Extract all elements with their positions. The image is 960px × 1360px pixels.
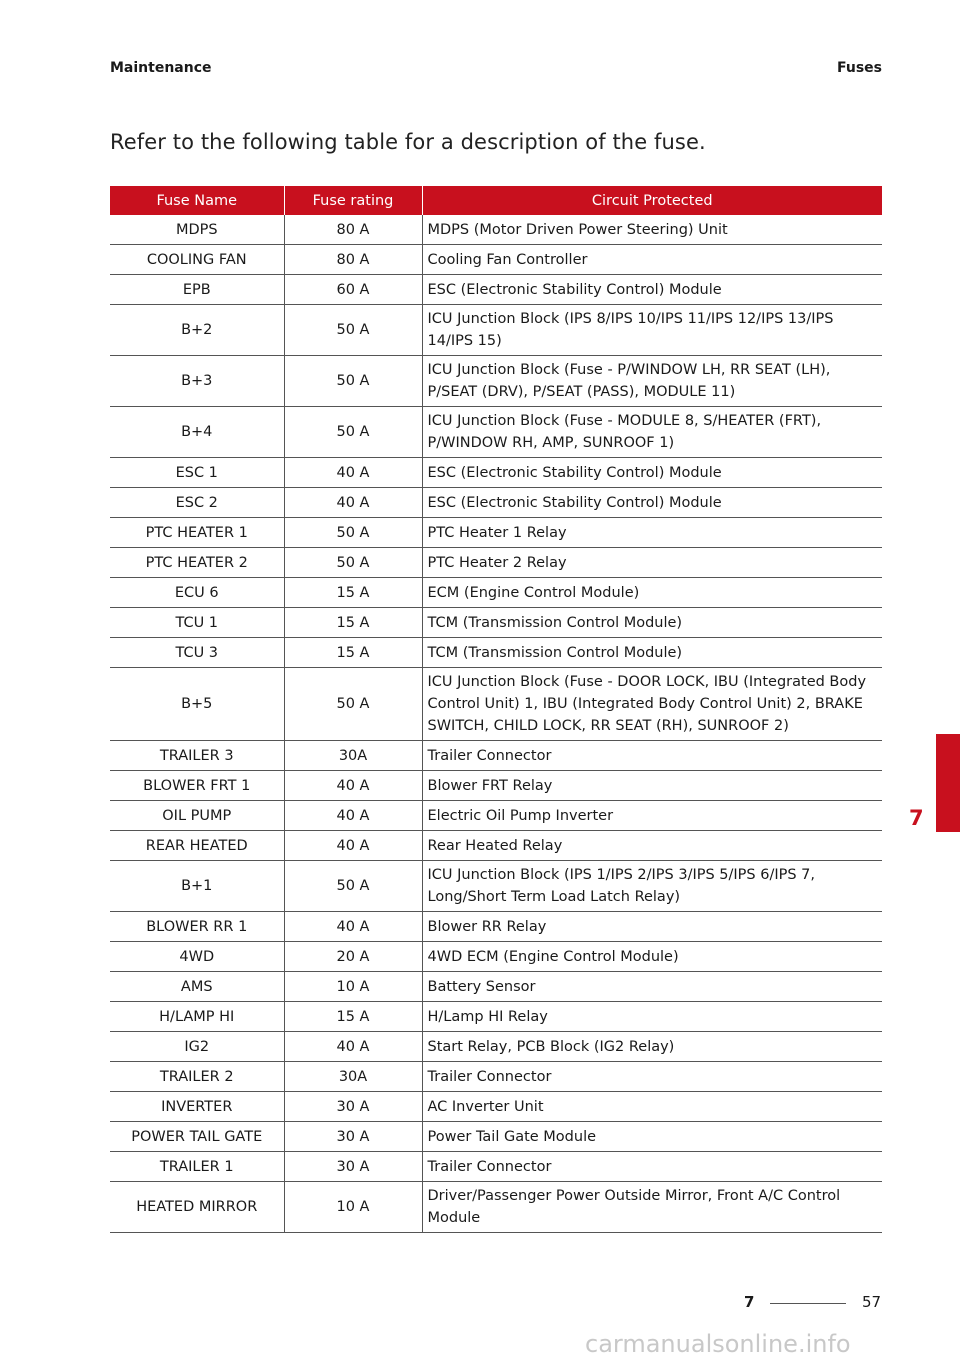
fuse-rating-cell: 40 A [284, 801, 422, 831]
circuit-protected-cell: MDPS (Motor Driven Power Steering) Unit [422, 215, 882, 245]
fuse-name-cell: TRAILER 1 [110, 1152, 284, 1182]
circuit-protected-cell: ICU Junction Block (Fuse - MODULE 8, S/HEATER (FRT), P/WINDOW RH, AMP, SUNROOF 1) [422, 407, 882, 458]
table-row [110, 407, 882, 458]
circuit-protected-cell: Start Relay, PCB Block (IG2 Relay) [422, 1032, 882, 1062]
fuse-name-cell: BLOWER RR 1 [110, 912, 284, 942]
table-row [110, 1062, 882, 1092]
fuse-rating-cell: 30A [284, 741, 422, 771]
fuse-name-cell: ESC 2 [110, 488, 284, 518]
circuit-protected-cell: Electric Oil Pump Inverter [422, 801, 882, 831]
circuit-protected-cell: PTC Heater 1 Relay [422, 518, 882, 548]
fuse-rating-cell: 40 A [284, 1032, 422, 1062]
table-row [110, 972, 882, 1002]
watermark: carmanualsonline.info [585, 1330, 851, 1358]
table-row [110, 275, 882, 305]
fuse-rating-cell: 80 A [284, 245, 422, 275]
table-row [110, 488, 882, 518]
fuse-rating-cell: 50 A [284, 407, 422, 458]
footer-chapter-number: 7 [744, 1293, 755, 1311]
fuse-name-cell: B+4 [110, 407, 284, 458]
table-row [110, 668, 882, 741]
column-header-circuit-protected: Circuit Protected [422, 186, 882, 215]
fuse-name-cell: TRAILER 3 [110, 741, 284, 771]
fuse-rating-cell: 30 A [284, 1152, 422, 1182]
circuit-protected-cell: TCM (Transmission Control Module) [422, 608, 882, 638]
fuse-name-cell: REAR HEATED [110, 831, 284, 861]
circuit-protected-cell: ECM (Engine Control Module) [422, 578, 882, 608]
circuit-protected-cell: ICU Junction Block (Fuse - P/WINDOW LH, RR SEAT (LH), P/SEAT (DRV), P/SEAT (PASS), MODULE 11) [422, 356, 882, 407]
fuse-name-cell: B+1 [110, 861, 284, 912]
fuse-rating-cell: 15 A [284, 638, 422, 668]
circuit-protected-cell: Rear Heated Relay [422, 831, 882, 861]
circuit-protected-cell: AC Inverter Unit [422, 1092, 882, 1122]
fuse-name-cell: BLOWER FRT 1 [110, 771, 284, 801]
circuit-protected-cell: ESC (Electronic Stability Control) Module [422, 488, 882, 518]
table-row [110, 942, 882, 972]
fuse-name-cell: B+2 [110, 305, 284, 356]
fuse-rating-cell: 40 A [284, 831, 422, 861]
fuse-name-cell: COOLING FAN [110, 245, 284, 275]
fuse-rating-cell: 50 A [284, 668, 422, 741]
fuse-rating-cell: 50 A [284, 305, 422, 356]
fuse-rating-cell: 10 A [284, 1182, 422, 1233]
circuit-protected-cell: TCM (Transmission Control Module) [422, 638, 882, 668]
circuit-protected-cell: 4WD ECM (Engine Control Module) [422, 942, 882, 972]
fuse-name-cell: TRAILER 2 [110, 1062, 284, 1092]
fuse-name-cell: HEATED MIRROR [110, 1182, 284, 1233]
column-header-fuse-name: Fuse Name [110, 186, 284, 215]
table-row [110, 1002, 882, 1032]
section-title: Maintenance [110, 60, 212, 76]
circuit-protected-cell: ICU Junction Block (IPS 1/IPS 2/IPS 3/IPS 5/IPS 6/IPS 7, Long/Short Term Load Latch Relay) [422, 861, 882, 912]
fuse-rating-cell: 60 A [284, 275, 422, 305]
circuit-protected-cell: ESC (Electronic Stability Control) Module [422, 275, 882, 305]
table-row [110, 305, 882, 356]
circuit-protected-cell: Power Tail Gate Module [422, 1122, 882, 1152]
table-row [110, 548, 882, 578]
fuse-name-cell: PTC HEATER 2 [110, 548, 284, 578]
table-row [110, 245, 882, 275]
fuse-rating-cell: 10 A [284, 972, 422, 1002]
table-row [110, 1182, 882, 1233]
circuit-protected-cell: Trailer Connector [422, 1152, 882, 1182]
chapter-tab-number: 7 [909, 806, 924, 830]
fuse-rating-cell: 40 A [284, 488, 422, 518]
table-row [110, 861, 882, 912]
circuit-protected-cell: Blower FRT Relay [422, 771, 882, 801]
fuse-table-body [110, 215, 882, 1233]
table-row [110, 831, 882, 861]
fuse-name-cell: 4WD [110, 942, 284, 972]
table-row [110, 1032, 882, 1062]
circuit-protected-cell: Battery Sensor [422, 972, 882, 1002]
fuse-name-cell: TCU 3 [110, 638, 284, 668]
fuse-rating-cell: 15 A [284, 578, 422, 608]
circuit-protected-cell: Cooling Fan Controller [422, 245, 882, 275]
column-header-fuse-rating: Fuse rating [284, 186, 422, 215]
fuse-name-cell: B+3 [110, 356, 284, 407]
circuit-protected-cell: H/Lamp HI Relay [422, 1002, 882, 1032]
fuse-rating-cell: 30 A [284, 1092, 422, 1122]
fuse-name-cell: ECU 6 [110, 578, 284, 608]
fuse-name-cell: H/LAMP HI [110, 1002, 284, 1032]
circuit-protected-cell: ICU Junction Block (IPS 8/IPS 10/IPS 11/IPS 12/IPS 13/IPS 14/IPS 15) [422, 305, 882, 356]
fuse-rating-cell: 30 A [284, 1122, 422, 1152]
footer-page-number: 57 [862, 1293, 882, 1311]
fuse-name-cell: ESC 1 [110, 458, 284, 488]
circuit-protected-cell: Trailer Connector [422, 741, 882, 771]
fuse-name-cell: EPB [110, 275, 284, 305]
fuse-name-cell: B+5 [110, 668, 284, 741]
fuse-name-cell: PTC HEATER 1 [110, 518, 284, 548]
table-row [110, 518, 882, 548]
table-header-row [110, 186, 882, 215]
table-row [110, 356, 882, 407]
fuse-rating-cell: 15 A [284, 608, 422, 638]
circuit-protected-cell: Trailer Connector [422, 1062, 882, 1092]
fuse-name-cell: INVERTER [110, 1092, 284, 1122]
table-row [110, 741, 882, 771]
table-row [110, 458, 882, 488]
fuse-rating-cell: 50 A [284, 518, 422, 548]
fuse-name-cell: TCU 1 [110, 608, 284, 638]
fuse-rating-cell: 30A [284, 1062, 422, 1092]
circuit-protected-cell: ESC (Electronic Stability Control) Module [422, 458, 882, 488]
fuse-name-cell: POWER TAIL GATE [110, 1122, 284, 1152]
table-row [110, 801, 882, 831]
fuse-name-cell: IG2 [110, 1032, 284, 1062]
fuse-rating-cell: 80 A [284, 215, 422, 245]
table-row [110, 215, 882, 245]
fuse-name-cell: MDPS [110, 215, 284, 245]
circuit-protected-cell: PTC Heater 2 Relay [422, 548, 882, 578]
fuse-rating-cell: 15 A [284, 1002, 422, 1032]
fuse-rating-cell: 40 A [284, 771, 422, 801]
circuit-protected-cell: Driver/Passenger Power Outside Mirror, Front A/C Control Module [422, 1182, 882, 1233]
circuit-protected-cell: Blower RR Relay [422, 912, 882, 942]
fuse-name-cell: AMS [110, 972, 284, 1002]
fuse-rating-cell: 50 A [284, 861, 422, 912]
fuse-rating-cell: 50 A [284, 548, 422, 578]
table-row [110, 912, 882, 942]
table-row [110, 608, 882, 638]
intro-text: Refer to the following table for a description of the fuse. [110, 130, 706, 154]
fuse-rating-cell: 40 A [284, 458, 422, 488]
table-row [110, 578, 882, 608]
table-row [110, 1152, 882, 1182]
chapter-tab [936, 734, 960, 832]
footer-divider [770, 1303, 846, 1304]
table-row [110, 638, 882, 668]
fuse-name-cell: OIL PUMP [110, 801, 284, 831]
table-row [110, 1122, 882, 1152]
fuse-rating-cell: 20 A [284, 942, 422, 972]
circuit-protected-cell: ICU Junction Block (Fuse - DOOR LOCK, IBU (Integrated Body Control Unit) 1, IBU (Integrated Body Control Unit) 2, BRAKE SWITCH, CHILD LOCK, RR SEAT (RH), SUNROOF 2) [422, 668, 882, 741]
table-row [110, 1092, 882, 1122]
fuse-rating-cell: 50 A [284, 356, 422, 407]
fuse-rating-cell: 40 A [284, 912, 422, 942]
subsection-title: Fuses [837, 60, 882, 76]
fuse-table [110, 186, 882, 1233]
table-row [110, 771, 882, 801]
